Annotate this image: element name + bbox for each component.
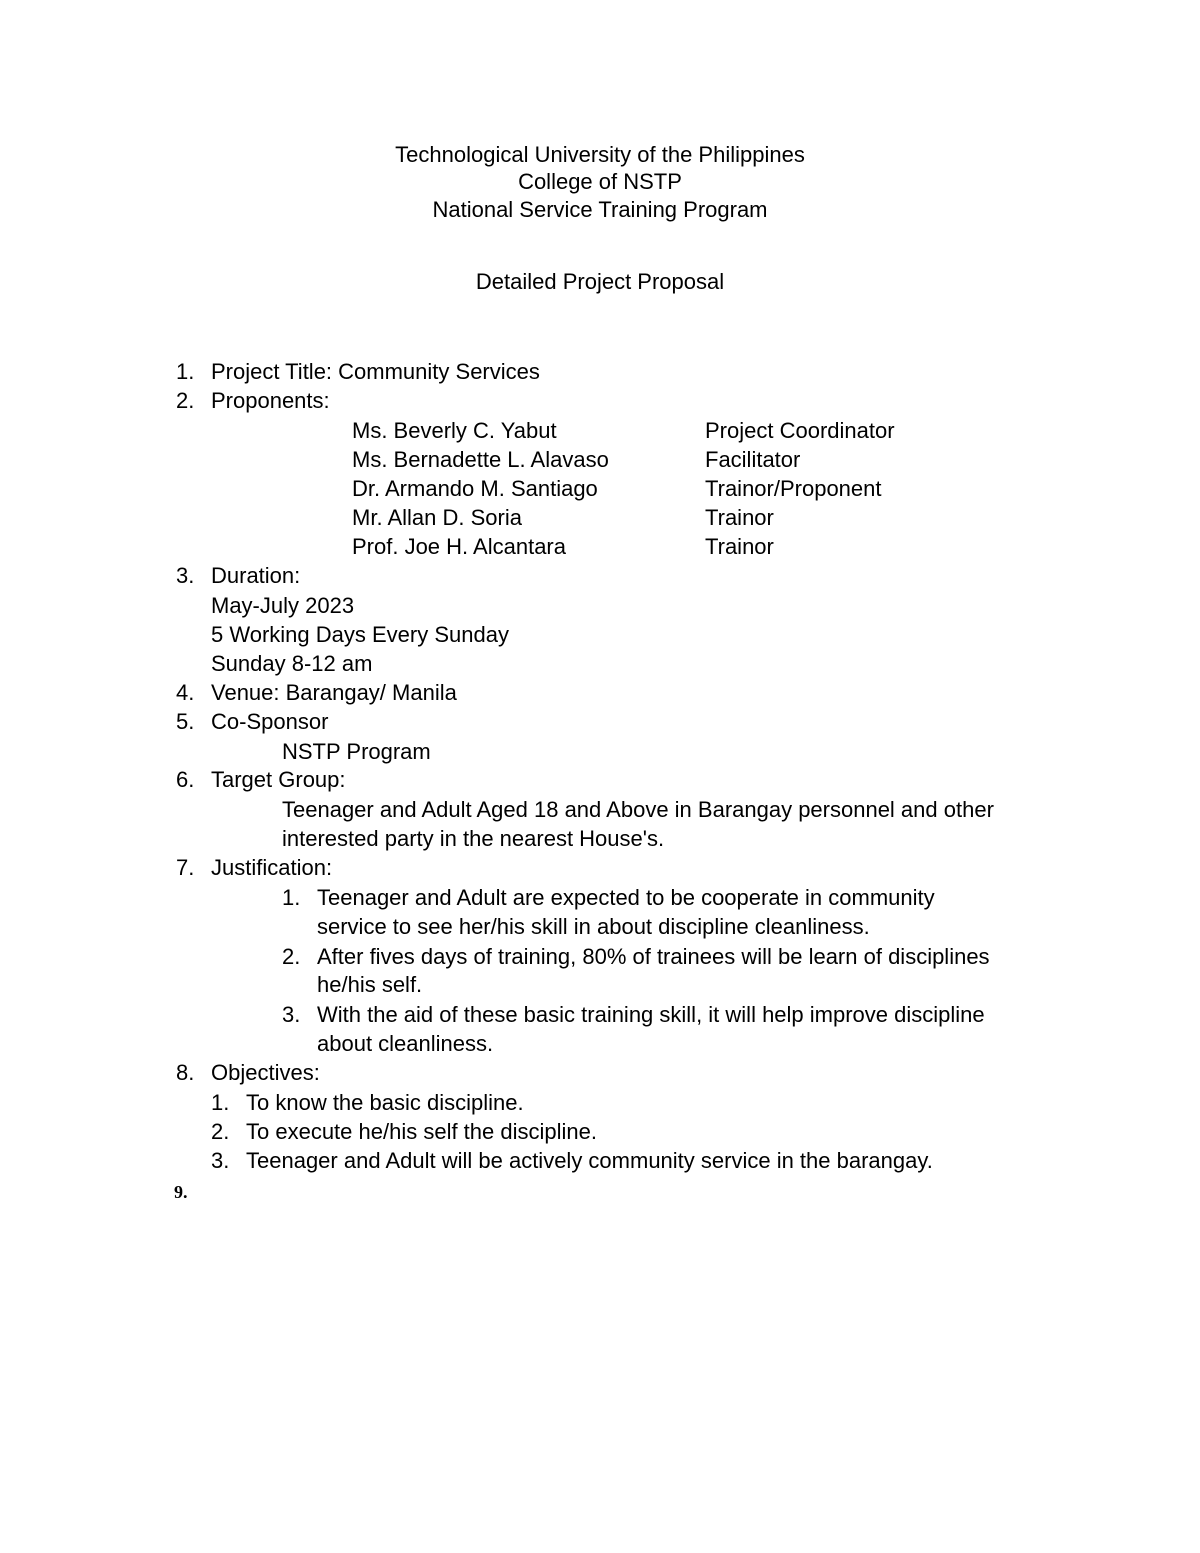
- duration-line: May-July 2023: [211, 593, 355, 618]
- proponents-label: Proponents:: [211, 388, 330, 413]
- justification-line: After fives days of training, 80% of trainees will be learn of disciplines: [317, 944, 990, 969]
- objective-text: Teenager and Adult will be actively community service in the barangay.: [246, 1148, 933, 1173]
- list-number: 1.: [176, 359, 195, 384]
- objectives-label: Objectives:: [211, 1060, 320, 1085]
- venue: Venue: Barangay/ Manila: [211, 680, 457, 705]
- cosponsor-value: NSTP Program: [282, 739, 431, 764]
- list-number: 9.: [174, 1182, 188, 1202]
- sublist-number: 2.: [282, 944, 301, 969]
- list-number: 8.: [176, 1060, 195, 1085]
- proponent-name: Mr. Allan D. Soria: [352, 505, 522, 530]
- list-number: 3.: [176, 563, 195, 588]
- sublist-number: 3.: [211, 1148, 230, 1173]
- project-title: Project Title: Community Services: [211, 359, 540, 384]
- proponent-name: Ms. Beverly C. Yabut: [352, 418, 557, 443]
- proponent-role: Facilitator: [705, 447, 801, 472]
- proponent-name: Dr. Armando M. Santiago: [352, 476, 598, 501]
- program-name: National Service Training Program: [432, 197, 768, 222]
- list-number: 5.: [176, 709, 195, 734]
- target-group-line: interested party in the nearest House's.: [282, 826, 665, 851]
- sublist-number: 1.: [211, 1090, 230, 1115]
- duration-line: Sunday 8-12 am: [211, 651, 373, 676]
- target-group-line: Teenager and Adult Aged 18 and Above in Barangay personnel and other: [282, 797, 994, 822]
- justification-label: Justification:: [211, 855, 333, 880]
- justification-line: he/his self.: [317, 972, 423, 997]
- justification-line: With the aid of these basic training skill, it will help improve discipline: [317, 1002, 985, 1027]
- college-name: College of NSTP: [518, 169, 682, 194]
- proponent-role: Trainor/Proponent: [705, 476, 882, 501]
- cosponsor-label: Co-Sponsor: [211, 709, 329, 734]
- university-name: Technological University of the Philippines: [395, 142, 805, 167]
- justification-line: service to see her/his skill in about discipline cleanliness.: [317, 914, 870, 939]
- document-title: Detailed Project Proposal: [475, 269, 725, 294]
- proponent-name: Prof. Joe H. Alcantara: [352, 534, 566, 559]
- sublist-number: 3.: [282, 1002, 301, 1027]
- proponent-role: Trainor: [705, 505, 774, 530]
- objective-text: To execute he/his self the discipline.: [246, 1119, 597, 1144]
- proponent-role: Trainor: [705, 534, 774, 559]
- objective-text: To know the basic discipline.: [246, 1090, 524, 1115]
- list-number: 2.: [176, 388, 195, 413]
- duration-label: Duration:: [211, 563, 301, 588]
- justification-line: Teenager and Adult are expected to be cooperate in community: [317, 885, 935, 910]
- proponent-name: Ms. Bernadette L. Alavaso: [352, 447, 609, 472]
- justification-line: about cleanliness.: [317, 1031, 494, 1056]
- target-group-label: Target Group:: [211, 767, 346, 792]
- sublist-number: 2.: [211, 1119, 230, 1144]
- sublist-number: 1.: [282, 885, 301, 910]
- proponent-role: Project Coordinator: [705, 418, 895, 443]
- list-number: 6.: [176, 767, 195, 792]
- duration-line: 5 Working Days Every Sunday: [211, 622, 509, 647]
- list-number: 7.: [176, 855, 195, 880]
- list-number: 4.: [176, 680, 195, 705]
